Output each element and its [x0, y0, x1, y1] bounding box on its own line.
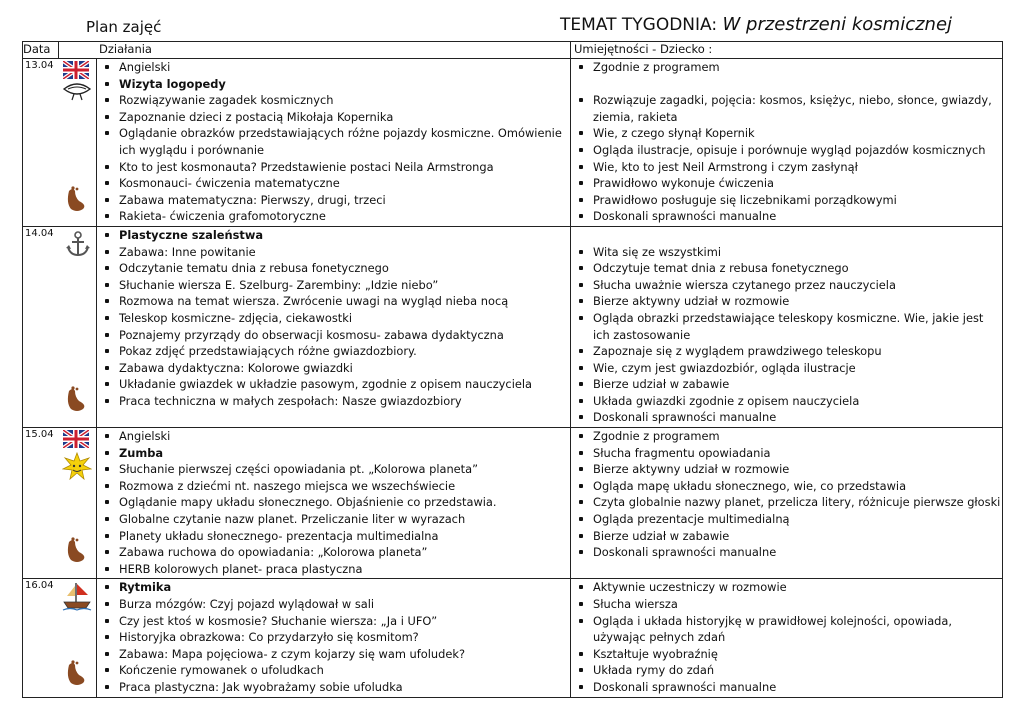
list-item: Doskonali sprawności manualne: [571, 409, 1002, 426]
footprint-icon: [63, 385, 89, 413]
list-item: Ogląda i układa historyjkę w prawidłowej kolejności, opowiada, używając pełnych zdań: [571, 613, 1002, 646]
list-item: Oglądanie obrazków przedstawiających różne pojazdy kosmiczne. Omówienie ich wyglądu i porównanie: [97, 125, 570, 158]
list-item: Praca plastyczna: Jak wyobrażamy sobie ufoludka: [97, 679, 570, 696]
activities-list: [97, 428, 570, 577]
list-item: Zabawa matematyczna: Pierwszy, drugi, trzeci: [97, 192, 570, 209]
list-item: Ogląda ilustracje, opisuje i porównuje wygląd pojazdów kosmicznych: [571, 142, 1002, 159]
list-item: Bierze aktywny udział w rozmowie: [571, 461, 1002, 478]
list-item: Ogląda prezentacje multimedialną: [571, 511, 1002, 528]
list-item: Burza mózgów: Czyj pojazd wylądował w sali: [97, 596, 570, 613]
footprint-icon: [63, 536, 89, 564]
skills-list: [571, 59, 1002, 225]
list-item: Układa gwiazdki zgodnie z opisem nauczyciela: [571, 393, 1002, 410]
day-icons: [59, 226, 97, 427]
column-header-skills: Umiejętności - Dziecko :: [571, 42, 1003, 59]
list-item: Teleskop kosmiczne- zdjęcia, ciekawostki: [97, 310, 570, 327]
sun-icon: [62, 452, 92, 482]
list-item: Ogląda mapę układu słonecznego, wie, co przedstawia: [571, 478, 1002, 495]
list-item: Globalne czytanie nazw planet. Przeliczanie liter w wyrazach: [97, 511, 570, 528]
table-header-row: [23, 42, 1003, 59]
day-date: 16.04: [23, 579, 59, 697]
list-item: Zabawa: Mapa pojęciowa- z czym kojarzy się wam ufoludek?: [97, 646, 570, 663]
list-item: Słucha fragmentu opowiadania: [571, 445, 1002, 462]
column-header-date: Data: [23, 42, 59, 59]
column-header-activities: Działania: [59, 42, 571, 59]
list-item: Oglądanie mapy układu słonecznego. Objaśnienie co przedstawia.: [97, 494, 570, 511]
list-item: Kształtuje wyobraźnię: [571, 646, 1002, 663]
day-row-4: [23, 579, 1003, 697]
activities-cell: [97, 428, 571, 579]
list-item: Angielski: [97, 428, 570, 445]
list-item: Wie, kto to jest Neil Armstrong i czym zasłynął: [571, 159, 1002, 176]
day-row-2: [23, 226, 1003, 427]
activities-list: [97, 59, 570, 225]
list-item: Zabawa ruchowa do opowiadania: „Kolorowa planeta”: [97, 544, 570, 561]
list-item: Kto to jest kosmonauta? Przedstawienie postaci Neila Armstronga: [97, 159, 570, 176]
footprint-icon: [63, 659, 89, 687]
list-item: Odczytanie tematu dnia z rebusa fonetycznego: [97, 260, 570, 277]
activities-cell: [97, 226, 571, 427]
list-item: Doskonali sprawności manualne: [571, 208, 1002, 225]
list-item: Bierze udział w zabawie: [571, 528, 1002, 545]
list-item: Plastyczne szaleństwa: [97, 227, 570, 244]
list-item: Rozmowa z dziećmi nt. naszego miejsca we wszechświecie: [97, 478, 570, 495]
list-item: Układanie gwiazdek w układzie pasowym, zgodnie z opisem nauczyciela: [97, 376, 570, 393]
day-date: 14.04: [23, 226, 59, 427]
list-item: Doskonali sprawności manualne: [571, 679, 1002, 696]
list-item: Pokaz zdjęć przedstawiających różne gwiazdozbiory.: [97, 343, 570, 360]
list-item: Wie, czym jest gwiazdozbiór, ogląda ilustracje: [571, 360, 1002, 377]
speech-mouth-icon: [62, 81, 92, 101]
list-item: Prawidłowo wykonuje ćwiczenia: [571, 175, 1002, 192]
day-date: 15.04: [23, 428, 59, 579]
footprint-icon: [63, 185, 89, 213]
day-icons: [59, 59, 97, 227]
anchor-icon: [64, 230, 92, 258]
skills-list: [571, 428, 1002, 561]
list-item: Słuchanie wiersza E. Szelburg- Zarembiny: „Idzie niebo”: [97, 277, 570, 294]
week-theme-title: [560, 14, 952, 35]
list-item: Zumba: [97, 445, 570, 462]
list-item: HERB kolorowych planet- praca plastyczna: [97, 561, 570, 578]
theme-prefix: TEMAT TYGODNIA:: [560, 15, 718, 35]
list-item: Słucha wiersza: [571, 596, 1002, 613]
list-item: Słucha uważnie wiersza czytanego przez nauczyciela: [571, 277, 1002, 294]
list-item: Zgodnie z programem: [571, 428, 1002, 445]
activities-cell: [97, 579, 571, 697]
skills-cell: [571, 579, 1003, 697]
list-item: Zapoznaje się z wyglądem prawdziwego teleskopu: [571, 343, 1002, 360]
list-item: Zabawa: Inne powitanie: [97, 244, 570, 261]
list-item: Bierze udział w zabawie: [571, 376, 1002, 393]
list-item: Czy jest ktoś w kosmosie? Słuchanie wiersza: „Ja i UFO”: [97, 613, 570, 630]
list-item: Kończenie rymowanek o ufoludkach: [97, 662, 570, 679]
day-date: 13.04: [23, 59, 59, 227]
list-item: Rozmowa na temat wiersza. Zwrócenie uwagi na wygląd nieba nocą: [97, 293, 570, 310]
list-item: Rakieta- ćwiczenia grafomotoryczne: [97, 208, 570, 225]
skills-cell: [571, 226, 1003, 427]
ship-icon: [62, 581, 92, 611]
day-icons: [59, 579, 97, 697]
list-item: Historyjka obrazkowa: Co przydarzyło się kosmitom?: [97, 629, 570, 646]
activities-list: [97, 227, 570, 410]
list-item: Układa rymy do zdań: [571, 662, 1002, 679]
list-item: Odczytuje temat dnia z rebusa fonetycznego: [571, 260, 1002, 277]
weekly-plan-table: [22, 41, 1003, 698]
activities-list: [97, 579, 570, 695]
list-item: Zapoznanie dzieci z postacią Mikołaja Kopernika: [97, 109, 570, 126]
list-item: Prawidłowo posługuje się liczebnikami porządkowymi: [571, 192, 1002, 209]
uk-flag-icon: [63, 430, 89, 448]
list-item: Zgodnie z programem: [571, 59, 1002, 76]
list-item: Kosmonauci- ćwiczenia matematyczne: [97, 175, 570, 192]
skills-cell: [571, 428, 1003, 579]
list-item: Planety układu słonecznego- prezentacja multimedialna: [97, 528, 570, 545]
skills-cell: [571, 59, 1003, 227]
skills-list: [571, 244, 1002, 427]
list-item: Rozwiązywanie zagadek kosmicznych: [97, 92, 570, 109]
plan-title: Plan zajęć: [86, 18, 162, 36]
list-item: Praca techniczna w małych zespołach: Nasze gwiazdozbiory: [97, 393, 570, 410]
skills-list: [571, 579, 1002, 695]
list-item: Aktywnie uczestniczy w rozmowie: [571, 579, 1002, 596]
list-item: Bierze aktywny udział w rozmowie: [571, 293, 1002, 310]
activities-cell: [97, 59, 571, 227]
list-item: Rytmika: [97, 579, 570, 596]
day-row-3: [23, 428, 1003, 579]
list-item: Ogląda obrazki przedstawiające teleskopy kosmiczne. Wie, jakie jest ich zastosowanie: [571, 310, 1002, 343]
day-row-1: [23, 59, 1003, 227]
list-item: Rozwiązuje zagadki, pojęcia: kosmos, księżyc, niebo, słonce, gwiazdy, ziemia, rakieta: [571, 92, 1002, 125]
list-item: Doskonali sprawności manualne: [571, 544, 1002, 561]
list-item: Wie, z czego słynął Kopernik: [571, 125, 1002, 142]
list-item: Poznajemy przyrządy do obserwacji kosmosu- zabawa dydaktyczna: [97, 327, 570, 344]
list-item: Angielski: [97, 59, 570, 76]
theme-name: W przestrzeni kosmicznej: [722, 14, 953, 35]
list-item: Słuchanie pierwszej części opowiadania pt. „Kolorowa planeta”: [97, 461, 570, 478]
list-item: Czyta globalnie nazwy planet, przelicza litery, różnicuje pierwsze głoski: [571, 494, 1002, 511]
list-item: Wita się ze wszystkimi: [571, 244, 1002, 261]
list-item: Zabawa dydaktyczna: Kolorowe gwiazdki: [97, 360, 570, 377]
uk-flag-icon: [63, 61, 89, 79]
day-icons: [59, 428, 97, 579]
list-item: Wizyta logopedy: [97, 76, 570, 93]
